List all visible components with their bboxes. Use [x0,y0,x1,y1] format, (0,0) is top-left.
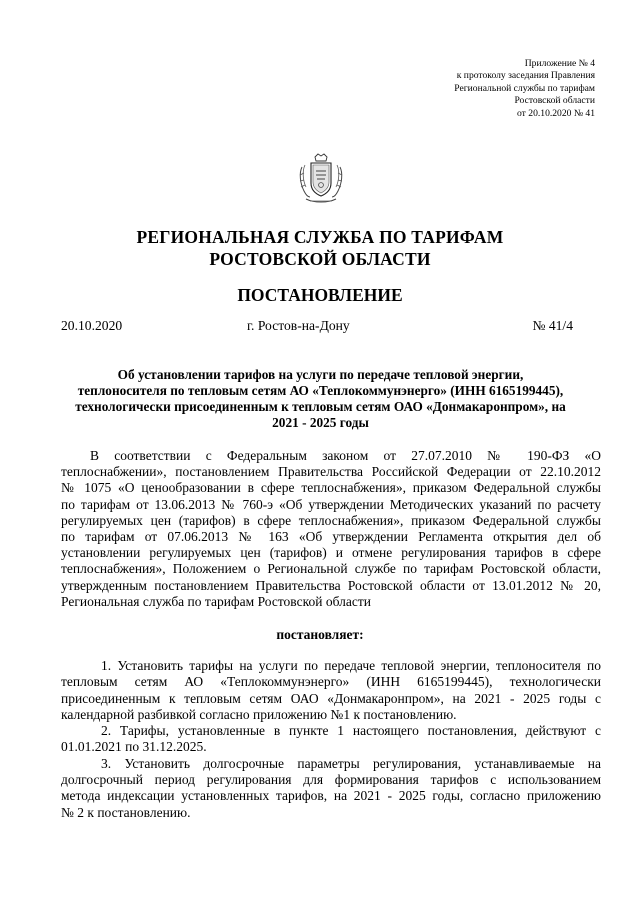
appendix-reference [355,58,595,120]
coat-of-arms-icon [296,153,346,205]
text-line: по тарифам от 07.06.2013 № 163 «Об утверждении Регламента открытия дел об [61,529,601,545]
text-line: В соответствии с Федеральным законом от 27.07.2010 № 190-ФЗ «О [90,448,601,463]
item-2-line: 2. Тарифы, установленные в пункте 1 настоящего постановления, действуют с [101,723,601,739]
appendix-line: к протоколу заседания Правления [456,70,595,82]
item-3-line: 3. Установить долгосрочные параметры регулирования, устанавливаемые на [101,755,601,771]
text-line: теплоснабжении», постановлением Правительства Российской Федерации от 22.10.2012 [61,464,601,480]
document-type-heading: ПОСТАНОВЛЕНИЕ [237,285,403,305]
item-1-line: тепловым сетям АО «Теплокоммунэнерго» (ИНН 6165199445), технологически [61,674,601,690]
document-number: № 41/4 [532,318,573,333]
organization-region: РОСТОВСКОЙ ОБЛАСТИ [209,249,431,269]
decree-word: постановляет: [276,627,364,642]
organization-title: РЕГИОНАЛЬНАЯ СЛУЖБА ПО ТАРИФАМ [136,227,504,247]
text-line: теплоснабжения», Положением о Региональной службе по тарифам Ростовской области, [61,561,601,577]
subject-line: теплоносителя по тепловым сетям АО «Теплокоммунэнерго» (ИНН 6165199445), [77,383,564,398]
item-1-line: 1. Установить тарифы на услуги по передаче тепловой энергии, теплоносителя по [101,658,601,673]
text-line: Региональная служба по тарифам Ростовской области [61,593,371,609]
appendix-line: Приложение № 4 [524,58,595,69]
document-subject [55,367,586,431]
subject-line: технологически присоединенным к тепловым сетям ОАО «Донмакаронпром», на [75,399,566,414]
item-1-line: присоединенным к тепловым сетям ОАО «Донмакаронпром», на 2021 - 2025 годы с [61,690,601,706]
text-line: утвержденным постановлением Правительства Ростовской области от 13.01.2012 № 20, [61,577,601,593]
item-3-line: метода индексации установленных тарифов, на 2021 - 2025 годы, согласно приложению [61,788,601,804]
appendix-line: Региональной службы по тарифам [454,82,595,94]
item-1-line: календарной разбивкой согласно приложению №1 к постановлению. [61,706,457,722]
item-3-line: долгосрочный период регулирования для формирования тарифов с использованием [61,772,601,788]
document-city: г. Ростов-на-Дону [247,318,350,333]
preamble-paragraph [61,448,601,610]
subject-line: Об установлении тарифов на услуги по передаче тепловой энергии, [117,367,524,382]
text-line: установлении регулируемых цен (тарифов) и отмене регулирования тарифов в сфере [61,545,601,561]
text-line: по тарифам от 13.06.2013 № 760-э «Об утверждении Методических указаний по расчету [61,496,601,512]
text-line: регулируемых цен (тарифов) в сфере теплоснабжения», приказом Федеральной службы [61,512,601,528]
subject-line: 2021 - 2025 годы [272,415,369,430]
item-2-line: 01.01.2021 по 31.12.2025. [61,739,207,755]
decree-items [61,658,601,821]
text-line: № 1075 «О ценообразовании в сфере теплоснабжения», приказом Федеральной службы [61,480,601,496]
document-date: 20.10.2020 [61,318,123,333]
appendix-line: от 20.10.2020 № 41 [517,107,595,119]
item-3-line: № 2 к постановлению. [61,804,191,820]
appendix-line: Ростовской области [514,95,595,107]
